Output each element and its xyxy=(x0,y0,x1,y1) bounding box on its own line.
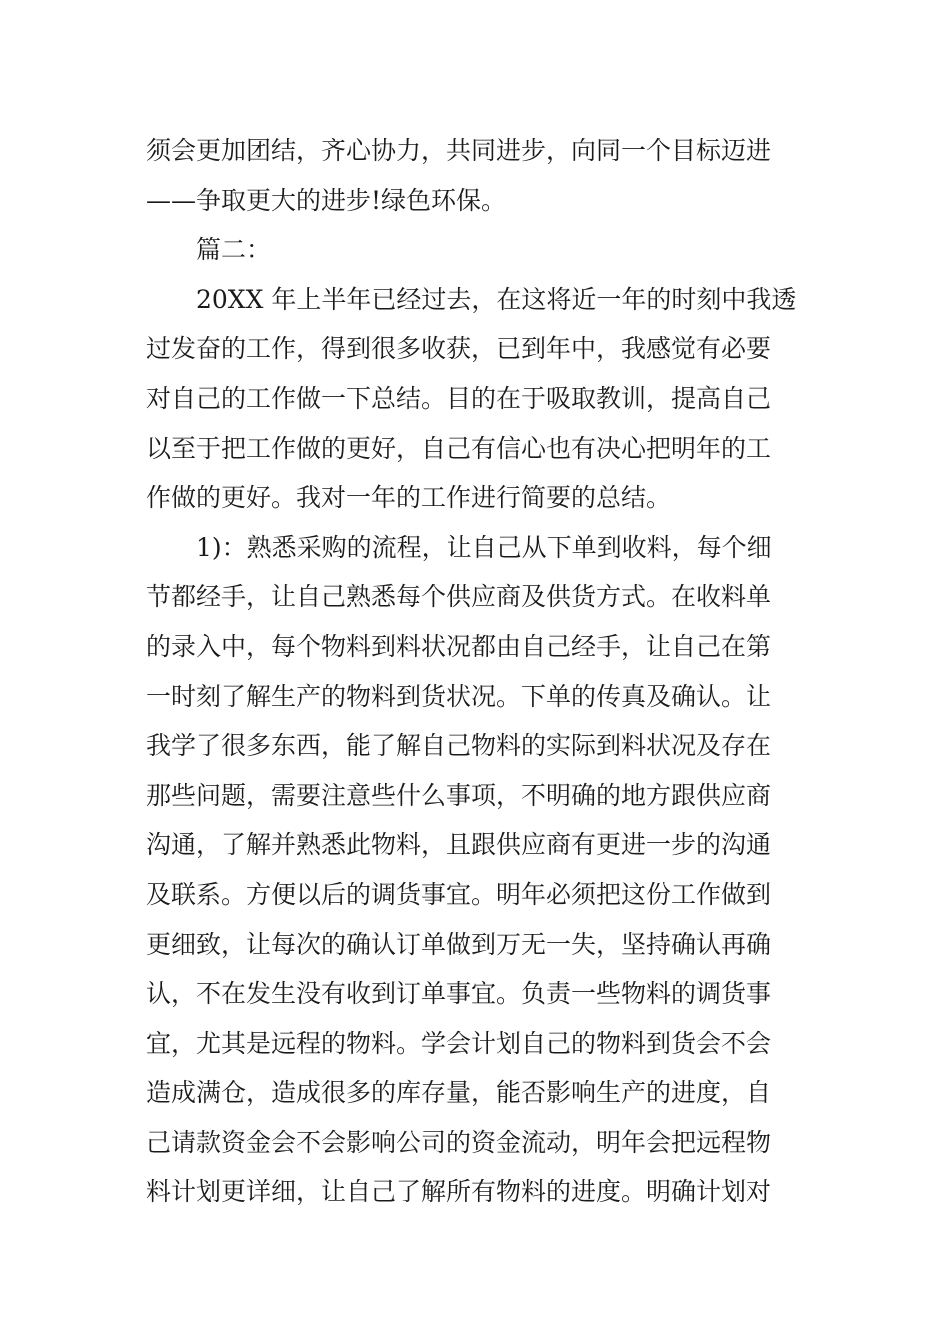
text-line: 我学了很多东西，能了解自己物料的实际到料状况及存在 xyxy=(146,731,772,761)
text-line: 造成满仓，造成很多的库存量，能否影响生产的进度，自 xyxy=(146,1078,772,1108)
section-heading: 篇二： xyxy=(196,235,272,265)
text-line: 一时刻了解生产的物料到货状况。下单的传真及确认。让 xyxy=(146,681,772,711)
text-line: 过发奋的工作，得到很多收获，已到年中，我感觉有必要 xyxy=(146,334,772,364)
body-text xyxy=(146,126,810,1217)
paragraph-start: 20XX 年上半年已经过去，在这将近一年的时刻中我透 xyxy=(196,284,797,314)
text-line: 须会更加团结，齐心协力，共同进步，向同一个目标迈进 xyxy=(146,136,772,165)
text-line: 宜，尤其是远程的物料。学会计划自己的物料到货会不会 xyxy=(146,1028,772,1058)
text-line: 及联系。方便以后的调货事宜。明年必须把这份工作做到 xyxy=(146,879,772,909)
text-line: ——争取更大的进步!绿色环保。 xyxy=(146,185,507,215)
text-line: 料计划更详细，让自己了解所有物料的进度。明确计划对 xyxy=(146,1177,772,1207)
text-line: 沟通，了解并熟悉此物料，且跟供应商有更进一步的沟通 xyxy=(146,830,772,860)
paragraph-start: 1)：熟悉采购的流程，让自己从下单到收料，每个细 xyxy=(196,532,772,562)
text-line: 那些问题，需要注意些什么事项，不明确的地方跟供应商 xyxy=(146,780,772,810)
text-line: 更细致，让每次的确认订单做到万无一失，坚持确认再确 xyxy=(146,929,772,959)
text-line: 对自己的工作做一下总结。目的在于吸取教训，提高自己 xyxy=(146,383,772,413)
text-line: 己请款资金会不会影响公司的资金流动，明年会把远程物 xyxy=(146,1127,772,1157)
text-line: 作做的更好。我对一年的工作进行简要的总结。 xyxy=(146,483,672,513)
text-line: 节都经手，让自己熟悉每个供应商及供货方式。在收料单 xyxy=(146,582,772,612)
text-line: 的录入中，每个物料到料状况都由自己经手，让自己在第 xyxy=(146,631,772,661)
text-line: 以至于把工作做的更好，自己有信心也有决心把明年的工 xyxy=(146,433,772,463)
text-line: 认，不在发生没有收到订单事宜。负责一些物料的调货事 xyxy=(146,979,772,1009)
